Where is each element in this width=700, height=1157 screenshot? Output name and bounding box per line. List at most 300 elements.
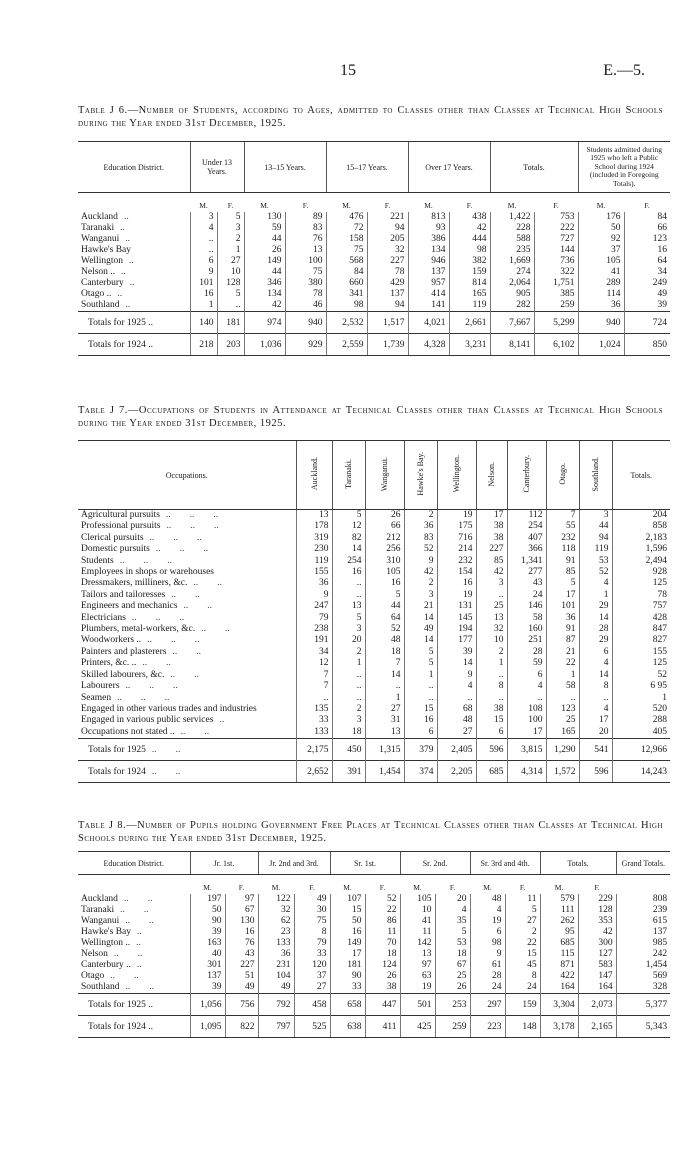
row-leader-dots: .. .. xyxy=(183,601,213,612)
totals-1924-row xyxy=(78,761,670,783)
value-cell: 24 xyxy=(470,982,505,994)
sex-label: F. xyxy=(384,201,391,210)
table-row xyxy=(78,590,670,601)
value-cell: 301 xyxy=(190,960,225,971)
value-cell: 49 xyxy=(294,894,330,905)
row-label xyxy=(78,245,190,256)
row-leader-dots: .. .. .. xyxy=(119,555,172,566)
value-cell: 25 xyxy=(476,601,507,612)
row-label xyxy=(78,949,190,960)
row-label xyxy=(78,894,190,905)
value-cell: 34 xyxy=(624,267,670,278)
value-cell: 583 xyxy=(578,960,616,971)
value-cell: 33 xyxy=(294,949,330,960)
header-sr-3rd-4th: Sr. 3rd and 4th. xyxy=(470,852,540,875)
value-cell: .. xyxy=(404,693,437,704)
header-totals: Totals. xyxy=(540,852,616,875)
value-cell: 149 xyxy=(330,938,365,949)
value-cell: 205 xyxy=(367,234,408,245)
value-cell: 6 xyxy=(476,727,507,739)
value-cell: 91 xyxy=(546,556,579,567)
value-cell: 242 xyxy=(616,949,670,960)
value-cell: 14 xyxy=(365,670,404,681)
value-cell: 26 xyxy=(365,971,400,982)
table-row xyxy=(78,635,670,646)
row-label xyxy=(78,556,296,567)
table-row xyxy=(78,601,670,612)
row-name: Otago xyxy=(81,971,105,981)
page-number: 15 xyxy=(340,62,356,79)
row-label xyxy=(78,693,296,704)
value-cell: 59 xyxy=(507,658,546,669)
value-cell: 89 xyxy=(285,212,326,223)
value-cell: .. xyxy=(476,693,507,704)
total-cell: 4,314 xyxy=(507,761,546,783)
value-cell: 382 xyxy=(449,256,490,267)
row-label xyxy=(78,289,190,300)
table-row xyxy=(78,613,670,624)
value-cell: 18 xyxy=(365,949,400,960)
value-cell: 871 xyxy=(540,960,578,971)
table-row xyxy=(78,960,670,971)
value-cell: 125 xyxy=(612,658,670,669)
totals-1925-row xyxy=(78,739,670,761)
value-cell: 18 xyxy=(332,727,365,739)
sex-header-row xyxy=(78,193,670,213)
table-row xyxy=(78,533,670,544)
total-cell: 374 xyxy=(404,761,437,783)
value-cell: 3 xyxy=(404,590,437,601)
value-cell: 1 xyxy=(579,590,612,601)
table-row xyxy=(78,521,670,532)
value-cell: 385 xyxy=(534,289,578,300)
total-cell: 379 xyxy=(404,739,437,761)
value-cell: 4 xyxy=(437,681,476,692)
total-cell: 297 xyxy=(470,994,505,1016)
value-cell: 98 xyxy=(470,938,505,949)
value-cell: 227 xyxy=(225,960,258,971)
value-cell: 476 xyxy=(326,212,367,223)
row-label xyxy=(78,681,296,692)
value-cell: 111 xyxy=(540,905,578,916)
value-cell: 2 xyxy=(217,234,244,245)
value-cell: 95 xyxy=(540,927,578,938)
total-cell: 940 xyxy=(578,312,624,334)
total-cell: 541 xyxy=(579,739,612,761)
sex-label: F. xyxy=(227,201,234,210)
value-cell: 137 xyxy=(408,267,449,278)
table-j8-body xyxy=(78,875,670,1038)
value-cell: 3 xyxy=(476,578,507,589)
value-cell: 38 xyxy=(476,704,507,715)
value-cell: 429 xyxy=(367,278,408,289)
row-label xyxy=(78,761,296,783)
row-leader-dots: .. xyxy=(123,212,129,222)
value-cell: 232 xyxy=(546,533,579,544)
value-cell: 1 xyxy=(365,693,404,704)
total-cell: 425 xyxy=(400,1016,435,1038)
total-cell: 850 xyxy=(624,334,670,356)
total-cell: 3,231 xyxy=(449,334,490,356)
value-cell: 300 xyxy=(578,938,616,949)
header-grand-totals: Grand Totals. xyxy=(616,852,670,875)
value-cell: 25 xyxy=(435,971,470,982)
value-cell: 86 xyxy=(365,916,400,927)
header-wellington: Wellington. xyxy=(437,441,476,510)
value-cell: 27 xyxy=(505,916,540,927)
sex-label: F. xyxy=(379,883,386,892)
value-cell: 94 xyxy=(579,533,612,544)
value-cell: 289 xyxy=(578,278,624,289)
value-cell: 1,751 xyxy=(534,278,578,289)
value-cell: 176 xyxy=(578,212,624,223)
value-cell: 322 xyxy=(534,267,578,278)
value-cell: .. xyxy=(332,681,365,692)
value-cell: 1,669 xyxy=(490,256,534,267)
value-cell: 137 xyxy=(190,971,225,982)
value-cell: 108 xyxy=(507,704,546,715)
value-cell: .. xyxy=(332,670,365,681)
value-cell: 238 xyxy=(296,624,332,635)
value-cell: 128 xyxy=(578,905,616,916)
value-cell: 83 xyxy=(404,533,437,544)
value-cell: 13 xyxy=(332,601,365,612)
row-name: Employees in shops or warehouses xyxy=(81,567,214,578)
value-cell: 2,064 xyxy=(490,278,534,289)
value-cell: 231 xyxy=(258,960,294,971)
total-cell: 223 xyxy=(470,1016,505,1038)
row-label xyxy=(78,567,296,578)
value-cell: 94 xyxy=(367,300,408,312)
value-cell: 588 xyxy=(490,234,534,245)
table-row xyxy=(78,567,670,578)
value-cell: 23 xyxy=(258,927,294,938)
sex-label: M. xyxy=(507,201,517,210)
row-leader-dots: .. .. xyxy=(125,916,154,926)
totals-1925-row xyxy=(78,312,670,334)
value-cell: 85 xyxy=(476,556,507,567)
row-label xyxy=(78,727,296,739)
total-cell: 458 xyxy=(294,994,330,1016)
value-cell: 67 xyxy=(435,960,470,971)
value-cell: 26 xyxy=(365,510,404,522)
page-reference: E.—5. xyxy=(603,62,645,79)
value-cell: 75 xyxy=(285,267,326,278)
total-cell: 2,532 xyxy=(326,312,367,334)
value-cell: 716 xyxy=(437,533,476,544)
table-row xyxy=(78,927,670,938)
value-cell: 48 xyxy=(437,715,476,726)
total-cell: 1,517 xyxy=(367,312,408,334)
row-name: Totals for 1925 xyxy=(88,744,146,755)
value-cell: 100 xyxy=(285,256,326,267)
row-name: Printers, &c. .. xyxy=(81,658,137,669)
value-cell: 230 xyxy=(296,544,332,555)
value-cell: 386 xyxy=(408,234,449,245)
row-leader-dots: .. .. xyxy=(123,894,153,904)
value-cell: 177 xyxy=(437,635,476,646)
value-cell: 118 xyxy=(546,544,579,555)
value-cell: 847 xyxy=(612,624,670,635)
total-cell: 4,021 xyxy=(408,312,449,334)
value-cell: 2 xyxy=(404,578,437,589)
value-cell: 4 xyxy=(579,704,612,715)
value-cell: 274 xyxy=(490,267,534,278)
value-cell: 1 xyxy=(332,658,365,669)
value-cell: 64 xyxy=(624,256,670,267)
sex-label: F. xyxy=(553,201,559,210)
total-cell: 218 xyxy=(190,334,217,356)
total-cell: 181 xyxy=(217,312,244,334)
value-cell: 15 xyxy=(404,704,437,715)
value-cell: 16 xyxy=(225,927,258,938)
value-cell: 10 xyxy=(400,905,435,916)
header-jr-2nd-3rd: Jr. 2nd and 3rd. xyxy=(258,852,330,875)
value-cell: 41 xyxy=(578,267,624,278)
value-cell: 328 xyxy=(616,982,670,994)
value-cell: 14 xyxy=(332,544,365,555)
value-cell: 2 xyxy=(332,704,365,715)
value-cell: 1,422 xyxy=(490,212,534,223)
sex-label: F. xyxy=(594,883,600,892)
value-cell: 247 xyxy=(296,601,332,612)
value-cell: 4 xyxy=(190,223,217,234)
header-students-admitted: Students admitted during 1925 who left a Public School during 1924 (included in Foregoing Totals). xyxy=(578,142,670,193)
value-cell: 38 xyxy=(476,533,507,544)
header-13-15: 13–15 Years. xyxy=(244,142,326,193)
row-name: Engaged in various public services xyxy=(81,715,214,726)
value-cell: 7 xyxy=(546,510,579,522)
value-cell: 26 xyxy=(244,245,285,256)
value-cell: 105 xyxy=(578,256,624,267)
row-leader-dots: .. .. xyxy=(110,971,139,981)
value-cell: 227 xyxy=(367,256,408,267)
value-cell: 282 xyxy=(490,300,534,312)
sex-label: M. xyxy=(199,201,208,210)
value-cell: 131 xyxy=(437,601,476,612)
row-label xyxy=(78,916,190,927)
row-leader-dots: .. .. xyxy=(151,766,181,777)
total-cell: 1,739 xyxy=(367,334,408,356)
total-cell: 2,405 xyxy=(437,739,476,761)
total-cell: 5,377 xyxy=(616,994,670,1016)
value-cell: 32 xyxy=(258,905,294,916)
value-cell: 2,494 xyxy=(612,556,670,567)
value-cell: 2 xyxy=(505,927,540,938)
value-cell: 27 xyxy=(217,256,244,267)
row-label xyxy=(78,905,190,916)
row-name: Hawke's Bay xyxy=(81,927,131,937)
value-cell: 3 xyxy=(332,624,365,635)
value-cell: 175 xyxy=(437,521,476,532)
header-occupations: Occupations. xyxy=(78,441,296,510)
value-cell: 42 xyxy=(476,567,507,578)
value-cell: 14 xyxy=(437,658,476,669)
total-cell: 411 xyxy=(365,1016,400,1038)
value-cell: 11 xyxy=(400,927,435,938)
value-cell: 29 xyxy=(579,601,612,612)
value-cell: 122 xyxy=(258,894,294,905)
value-cell: 28 xyxy=(470,971,505,982)
value-cell: 58 xyxy=(507,613,546,624)
value-cell: 239 xyxy=(616,905,670,916)
value-cell: 22 xyxy=(505,938,540,949)
row-name: Taranaki xyxy=(81,223,115,233)
value-cell: 7 xyxy=(296,670,332,681)
value-cell: 51 xyxy=(225,971,258,982)
row-label xyxy=(78,647,296,658)
total-cell: 6,102 xyxy=(534,334,578,356)
value-cell: 5 xyxy=(332,613,365,624)
value-cell: 568 xyxy=(326,256,367,267)
value-cell: 249 xyxy=(624,278,670,289)
value-cell: 14 xyxy=(579,613,612,624)
value-cell: 48 xyxy=(470,894,505,905)
row-leader-dots: .. .. xyxy=(171,589,200,600)
value-cell: 101 xyxy=(190,278,217,289)
value-cell: 13 xyxy=(296,510,332,522)
value-cell: 49 xyxy=(225,982,258,994)
value-cell: 98 xyxy=(449,245,490,256)
value-cell: 78 xyxy=(367,267,408,278)
value-cell: 1 xyxy=(190,300,217,312)
value-cell: 16 xyxy=(404,715,437,726)
row-label xyxy=(78,510,296,522)
value-cell: 16 xyxy=(624,245,670,256)
sex-label: F. xyxy=(466,201,473,210)
header-under-13: Under 13 Years. xyxy=(190,142,244,193)
value-cell: 438 xyxy=(449,212,490,223)
table-j6-caption: Table J 6.—Number of Students, according to Ages, admitted to Classes other than Classes at Technical High Schools during the Year ended 31st December, 1925. xyxy=(78,105,663,129)
value-cell: 12 xyxy=(332,521,365,532)
row-name: Plumbers, metal-workers, &c. xyxy=(81,624,196,635)
value-cell: 2 xyxy=(476,647,507,658)
value-cell: .. xyxy=(190,234,217,245)
value-cell: 256 xyxy=(365,544,404,555)
total-cell: 1,290 xyxy=(546,739,579,761)
value-cell: 46 xyxy=(285,300,326,312)
total-cell: 638 xyxy=(330,1016,365,1038)
row-leader-dots: .. .. xyxy=(201,624,230,635)
value-cell: 366 xyxy=(507,544,546,555)
sex-label: F. xyxy=(302,201,309,210)
table-row xyxy=(78,704,670,715)
value-cell: .. xyxy=(365,681,404,692)
row-leader-dots: .. .. .. xyxy=(117,692,170,703)
value-cell: 158 xyxy=(326,234,367,245)
value-cell: 84 xyxy=(624,212,670,223)
value-cell: 428 xyxy=(612,613,670,624)
sex-label: M. xyxy=(424,201,433,210)
row-leader-dots: .. xyxy=(129,278,135,288)
total-cell: 253 xyxy=(435,994,470,1016)
value-cell: 98 xyxy=(326,300,367,312)
row-name: Otago .. xyxy=(81,289,112,299)
table-j7-caption: Table J 7.—Occupations of Students in Attendance at Technical Classes other than Classes at Technical High Schools during the Year ended 31st December, 1925. xyxy=(78,405,663,429)
total-cell: 792 xyxy=(258,994,294,1016)
total-cell: 148 xyxy=(505,1016,540,1038)
sex-label: M. xyxy=(596,201,606,210)
total-cell: 140 xyxy=(190,312,217,334)
value-cell: 53 xyxy=(579,556,612,567)
header-hawkes-bay: Hawke's Bay. xyxy=(404,441,437,510)
row-leader-dots: .. xyxy=(120,223,125,233)
value-cell: 82 xyxy=(332,533,365,544)
value-cell: 1,454 xyxy=(616,960,670,971)
value-cell: 14 xyxy=(404,635,437,646)
value-cell: 42 xyxy=(244,300,285,312)
value-cell: 858 xyxy=(612,521,670,532)
value-cell: 97 xyxy=(400,960,435,971)
value-cell: 119 xyxy=(449,300,490,312)
value-cell: 18 xyxy=(435,949,470,960)
value-cell: 9 xyxy=(437,670,476,681)
row-name: Seamen xyxy=(81,692,112,703)
table-row xyxy=(78,647,670,658)
total-cell: 3,304 xyxy=(540,994,578,1016)
value-cell: 75 xyxy=(326,245,367,256)
value-cell: 52 xyxy=(404,544,437,555)
value-cell: 31 xyxy=(365,715,404,726)
value-cell: 19 xyxy=(437,590,476,601)
value-cell: 178 xyxy=(296,521,332,532)
value-cell: 112 xyxy=(507,510,546,522)
page-header xyxy=(0,62,700,82)
value-cell: 137 xyxy=(367,289,408,300)
value-cell: 66 xyxy=(365,521,404,532)
value-cell: 49 xyxy=(404,624,437,635)
value-cell: 79 xyxy=(296,613,332,624)
row-leader-dots: .. xyxy=(121,267,126,277)
value-cell: 43 xyxy=(507,578,546,589)
value-cell: 341 xyxy=(326,289,367,300)
row-leader-dots: .. .. xyxy=(170,669,199,680)
value-cell: 32 xyxy=(476,624,507,635)
value-cell: 19 xyxy=(400,982,435,994)
total-cell: 724 xyxy=(624,312,670,334)
row-label xyxy=(78,670,296,681)
row-name: Professional pursuits xyxy=(81,521,161,532)
value-cell: 123 xyxy=(546,704,579,715)
total-cell: 1,036 xyxy=(244,334,285,356)
blank-cell xyxy=(78,875,190,895)
value-cell: 310 xyxy=(365,556,404,567)
value-cell: 44 xyxy=(244,234,285,245)
value-cell: 17 xyxy=(579,715,612,726)
row-leader-dots: .. xyxy=(137,927,142,937)
value-cell: 67 xyxy=(225,905,258,916)
header-sr-1st: Sr. 1st. xyxy=(330,852,400,875)
value-cell: 13 xyxy=(476,613,507,624)
total-cell: 2,652 xyxy=(296,761,332,783)
value-cell: 222 xyxy=(534,223,578,234)
total-cell: 259 xyxy=(435,1016,470,1038)
row-label xyxy=(78,278,190,289)
sex-label: M. xyxy=(342,201,351,210)
value-cell: 28 xyxy=(507,647,546,658)
value-cell: 8 xyxy=(505,971,540,982)
value-cell: 5 xyxy=(217,289,244,300)
value-cell: 78 xyxy=(612,590,670,601)
value-cell: 141 xyxy=(408,300,449,312)
sex-label: M. xyxy=(203,883,212,892)
value-cell: 6 xyxy=(579,647,612,658)
value-cell: 1 xyxy=(612,693,670,704)
total-cell: 1,572 xyxy=(546,761,579,783)
row-name: Electricians xyxy=(81,612,126,623)
sex-label: F. xyxy=(449,883,456,892)
value-cell: 55 xyxy=(546,521,579,532)
